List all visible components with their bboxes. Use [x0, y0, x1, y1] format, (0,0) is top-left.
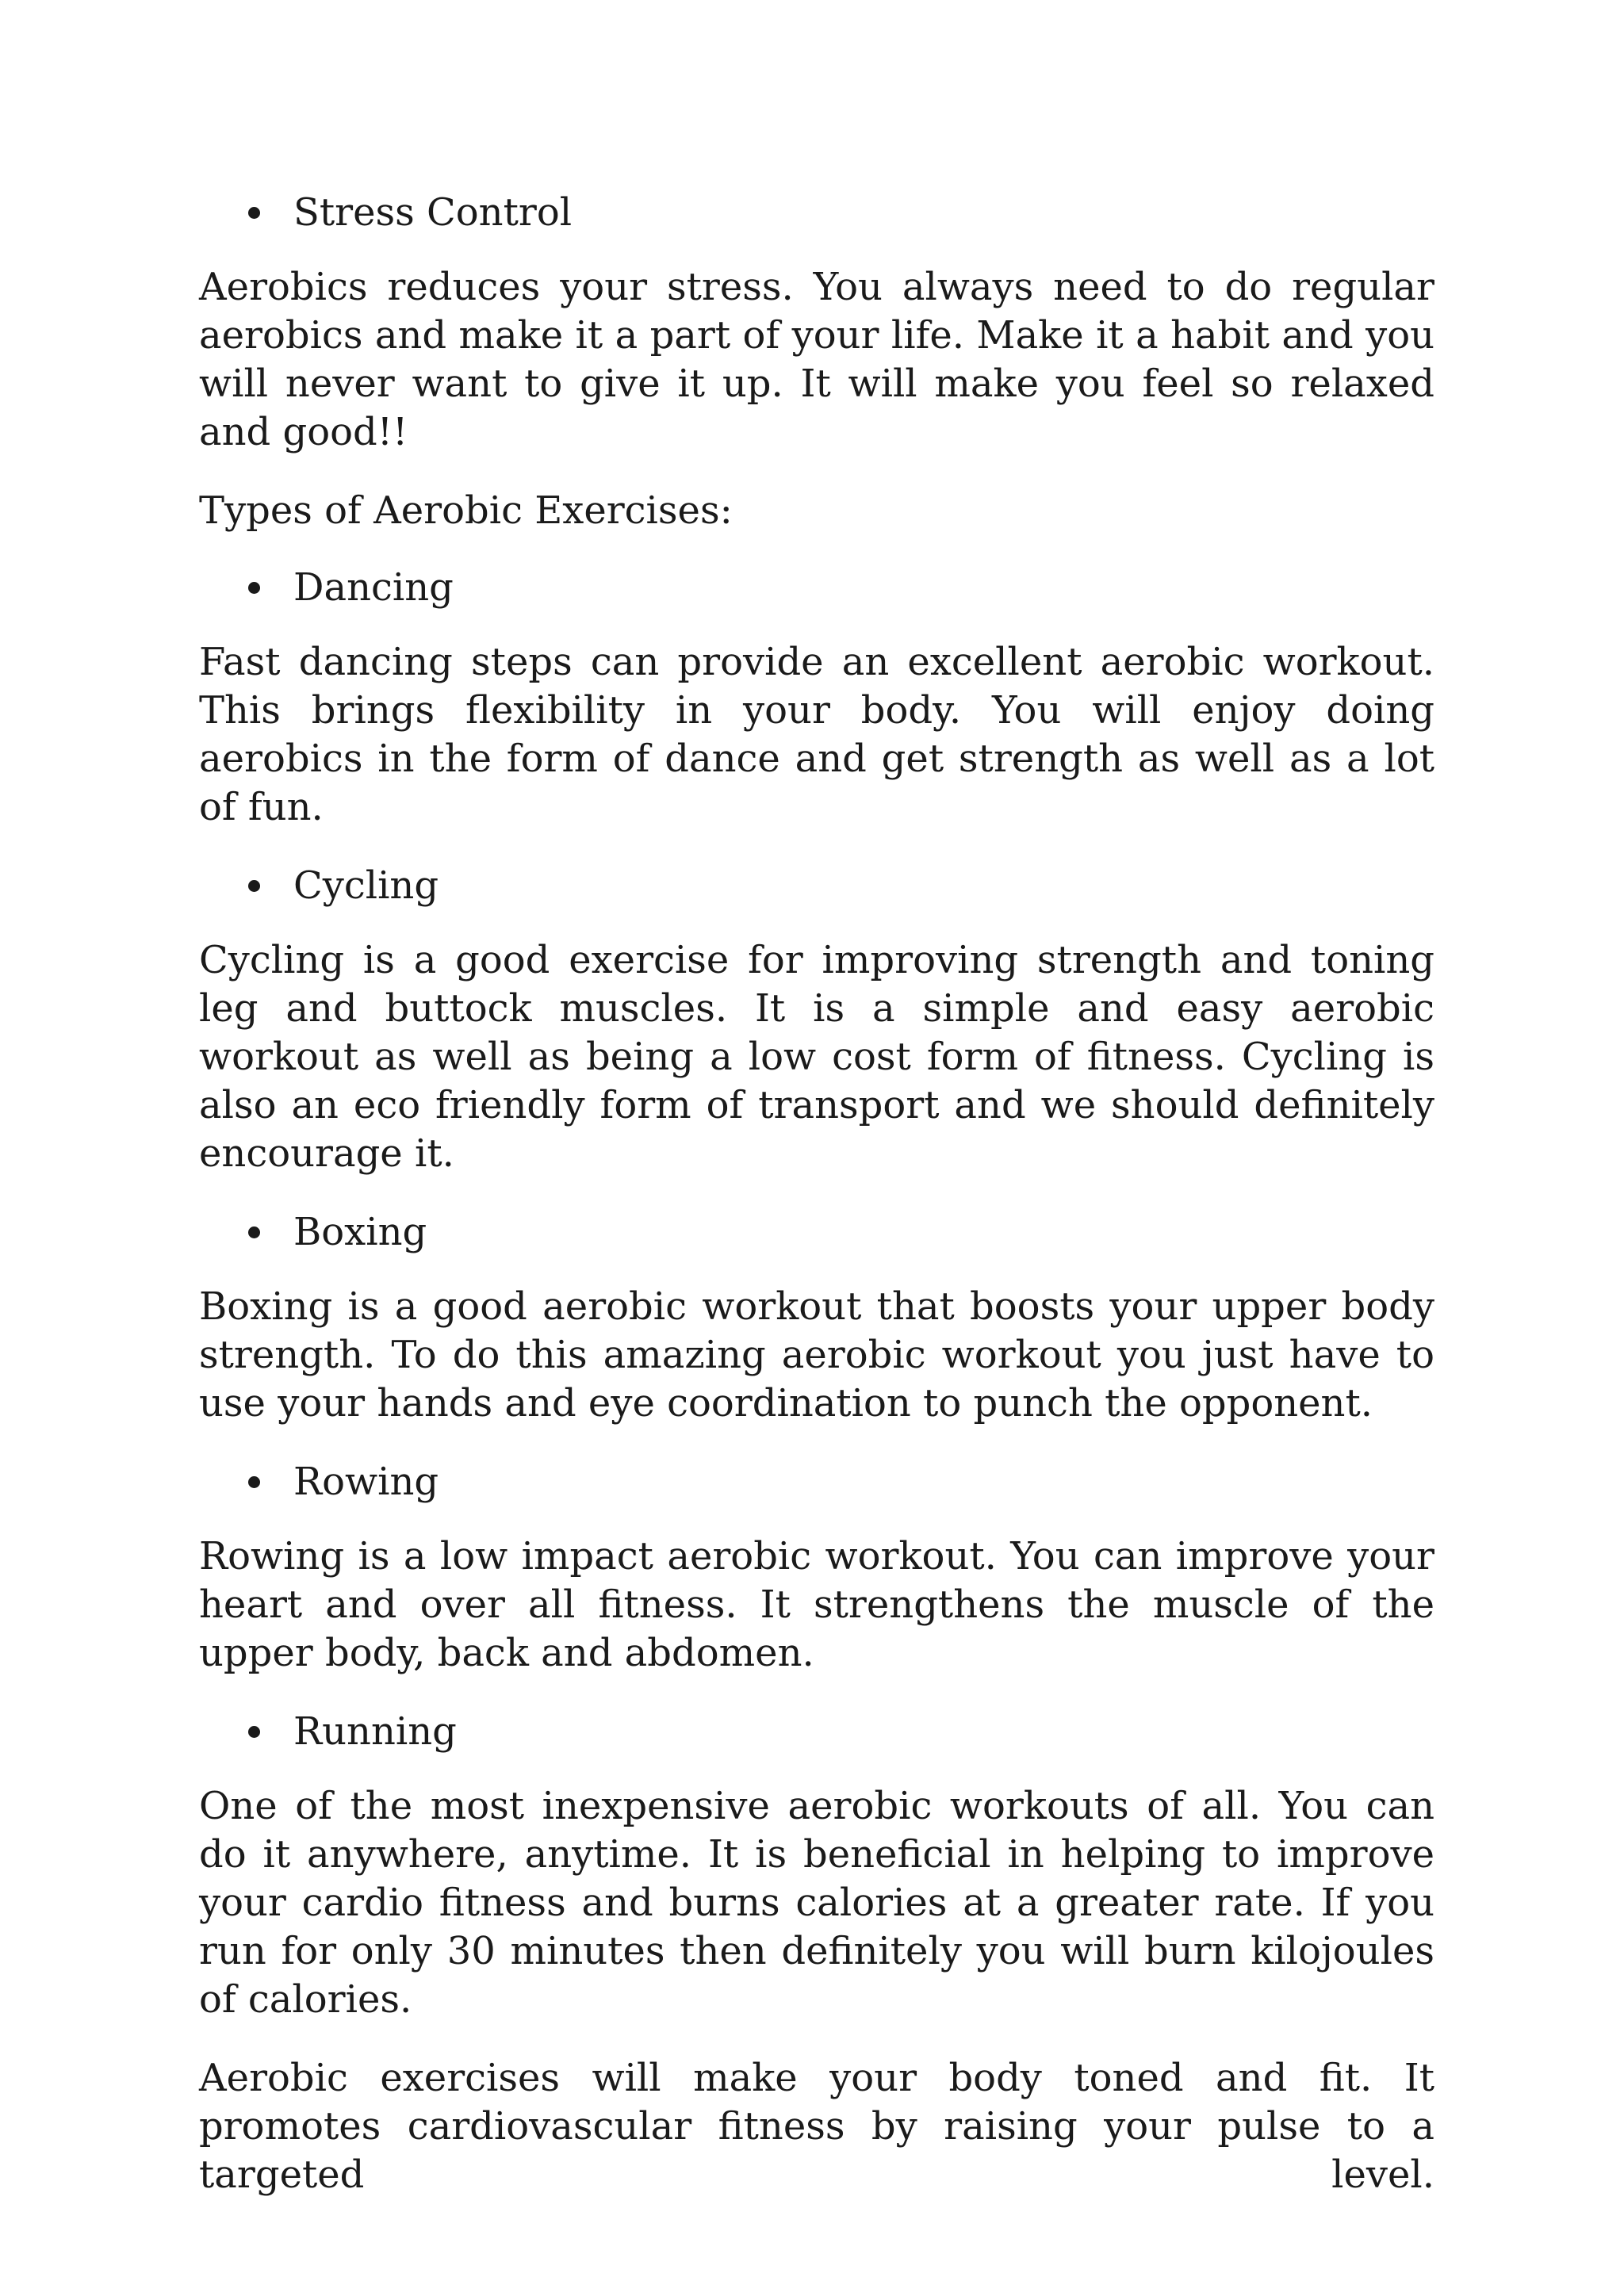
bullet-icon [248, 1476, 260, 1488]
bullet-item-rowing [248, 1458, 1434, 1506]
bullet-label: Cycling [293, 863, 439, 908]
bullet-icon [248, 582, 260, 594]
bullet-label: Rowing [293, 1460, 439, 1504]
section-heading-types: Types of Aerobic Exercises: [199, 488, 733, 533]
bullet-label: Boxing [293, 1210, 427, 1254]
bullet-item-stress-control [248, 189, 1434, 236]
paragraph-running: One of the most inexpensive aerobic workouts of all. You can do it anywhere, anytime. It is beneficial in helping to improve your cardio fitness and burns calories at a greater rate. If you run for only 30 minutes then definitely you will burn kilojoules of calories. [199, 1784, 1434, 2022]
paragraph-stress-control: Aerobics reduces your stress. You always need to do regular aerobics and make it a part of your life. Make it a habit and you will never want to give it up. It will make you feel so relaxed and good!! [199, 265, 1434, 454]
bullet-icon [248, 1226, 260, 1238]
paragraph-rowing: Rowing is a low impact aerobic workout. You can improve your heart and over all fitness. It strengthens the muscle of the upper body, back and abdomen. [199, 1534, 1434, 1675]
bullet-label: Stress Control [293, 190, 573, 235]
bullet-icon [248, 1726, 260, 1738]
bullet-icon [248, 207, 260, 219]
paragraph-dancing: Fast dancing steps can provide an excellent aerobic workout. This brings flexibility in your body. You will enjoy doing aerobics in the form of dance and get strength as well as a lot of fun. [199, 640, 1434, 829]
paragraph-closing: Aerobic exercises will make your body toned and fit. It promotes cardiovascular fitness by raising your pulse to a targeted level. [199, 2056, 1434, 2197]
bullet-label: Running [293, 1709, 457, 1754]
bullet-item-running [248, 1708, 1434, 1755]
bullet-item-boxing [248, 1208, 1434, 1256]
bullet-item-cycling [248, 862, 1434, 909]
bullet-icon [248, 880, 260, 892]
bullet-label: Dancing [293, 565, 454, 610]
document-page [199, 189, 1434, 2199]
paragraph-boxing: Boxing is a good aerobic workout that boosts your upper body strength. To do this amazing aerobic workout you just have to use your hands and eye coordination to punch the opponent. [199, 1284, 1434, 1425]
paragraph-cycling: Cycling is a good exercise for improving strength and toning leg and buttock muscles. It is a simple and easy aerobic workout as well as being a low cost form of fitness. Cycling is also an eco friendly form of transport and we should definitely encourage it. [199, 938, 1434, 1176]
bullet-item-dancing [248, 564, 1434, 611]
